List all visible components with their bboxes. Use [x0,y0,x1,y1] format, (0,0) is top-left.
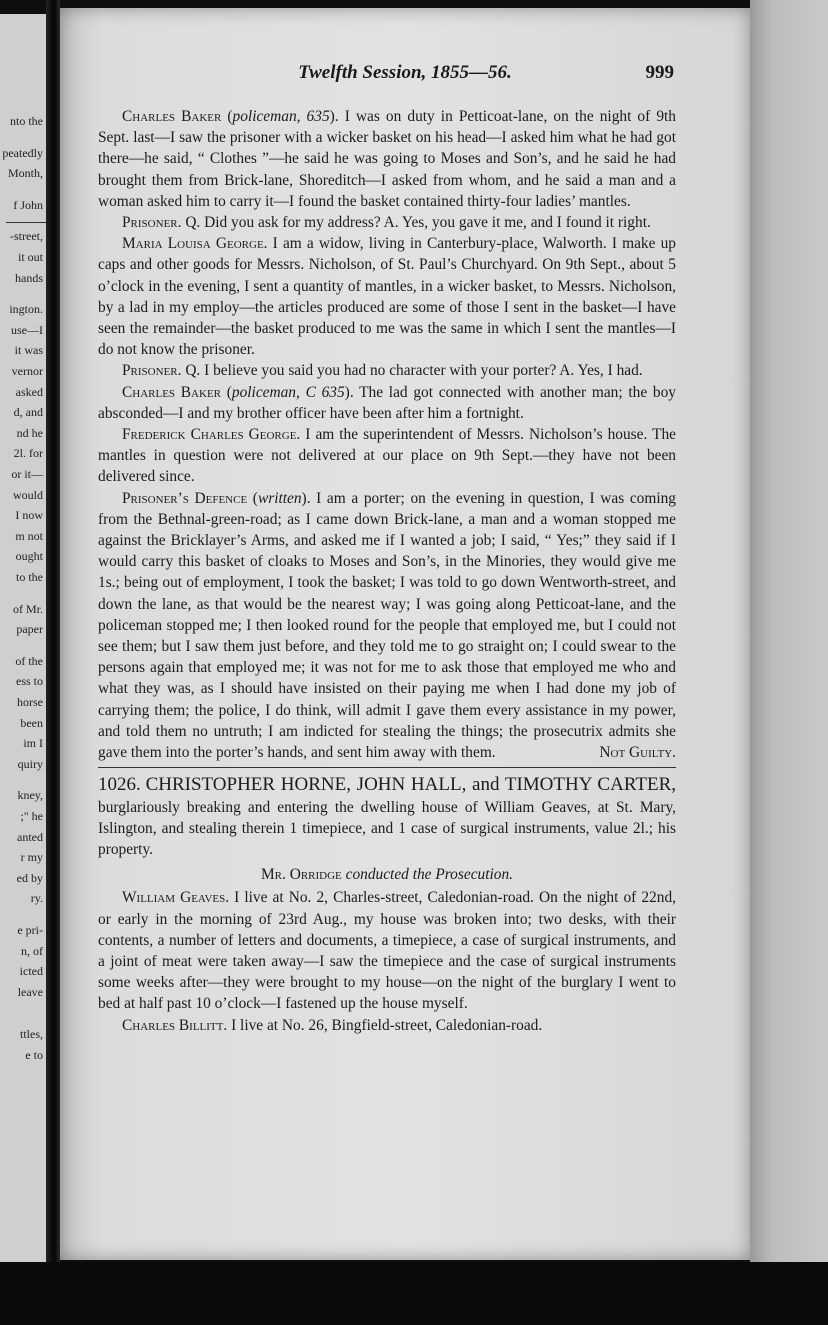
speaker-name: Prisoner. [122,214,182,232]
facing-page-fragment: f John [13,197,43,212]
facing-page-fragment: peatedly [2,145,43,160]
speaker-qualifier: policeman, C 635 [231,383,345,401]
speaker-name: Charles Baker [122,108,222,125]
facing-page-fragment: or it— [11,467,43,481]
speaker-qualifier: written [257,489,302,507]
facing-page-fragment: hands [15,270,43,285]
prosecutor-name: Mr. Orridge [260,866,342,884]
testimony-paragraph: Charles Baker (policeman, 635). I was on duty in Petticoat-lane, on the night of 9th Sept. last—I saw the prisoner with a wicker basket on his head—I asked him what he had got there—he said, “ Clothes ”—he said he was going to Moses and Son’s, and he said he had brought them from Brick-lane, Shoreditch—I asked from whom, and he said a man and a woman asked him to carry it—I found the basket contained thirty-four ladies’ mantles. [98,108,676,210]
facing-page-fragment: I now [15,508,43,523]
facing-page-fragment: would [13,487,43,502]
speaker-name: Prisoner. [122,362,182,380]
facing-page-fragment: anted [17,829,43,844]
facing-page-fragment: nto the [10,114,43,128]
facing-page-fragment: nd he [16,425,43,440]
facing-page-fragment: horse [17,695,43,709]
testimony-text: I live at No. 2, Charles-street, Caledonian-road. On the night of 22nd, or early in the morning of 23rd Aug., my house was broken into; two desks, with their contents, a number of letters and documents, a timepiece, a case of surgical instruments, and a joint of meat were taken away—I saw the timepiece and the case of surgical instruments some weeks after—they were brought to my house—on the night of the burglary I went to bed at half past 10 o’clock—I fastened up the house myself. [98,889,676,1013]
facing-page-fragment: ;" he [20,809,43,823]
facing-page-fragment: -street, [10,229,43,244]
facing-page-fragment: it out [17,250,43,264]
facing-page-fragment: of the [15,653,43,668]
facing-page-fragment: been [20,715,43,730]
facing-page-fragment: m not [15,528,43,543]
facing-page-fragment: d, and [13,405,43,420]
case-heading [98,774,676,860]
book-gutter [46,0,60,1325]
testimony-paragraph [98,1015,676,1036]
facing-page-edge [0,14,52,1262]
facing-page-fragment: n, of [21,943,43,958]
testimony-paragraph: Prisoner’s Defence (written). I am a porter; on the evening in question, I was coming from the Bethnal-green-road; as I came down Brick-lane, a man and a woman stopped me against the Bricklayer’s Arms, and asked me if I wanted a job; I said, “ Yes;” they said if I would carry this basket of cloaks to Moses and Son’s, in the Minories, they would give me 1s.; being out of employment, I took the basket; I was told to go down Wentworth-street, and down the lane, as that would be the nearest way; I was going along Petticoat-lane, and the policeman stopped me; I then looked round for the people that employed me, but I could not see them; but I saw them just before, and they told me to go straight on; I could swear to the persons again that employed me; it was not for me to ask those that employed me who and what they was, as I should have insisted on their paying me when I had done my job of carrying them; the police, I do think, will admit I gave them every assistance in my power, and told them no untruth; I am indicted for stealing the things; the prosecutrix admits she gave them into the porter’s hands, and sent him away with them. Not Guilty. [98,488,676,764]
speaker-name: Charles Baker [122,383,221,401]
speaker-name: Frederick Charles George. [122,426,301,444]
testimony-paragraph [98,424,676,488]
facing-page-fragment: it was [14,343,43,358]
speaker-name: Maria Louisa George. [122,235,268,253]
scan-margin-bottom [0,1262,828,1325]
scan-margin-right [750,0,828,1325]
testimony-paragraph: Charles Baker (policeman, C 635). The lad got connected with another man; the boy absconded—I and my brother officer have been after him a fortnight. [98,383,676,422]
facing-page-fragment: r my [20,850,43,865]
verdict: Not Guilty. [599,744,676,762]
testimony-text: Q. I believe you said you had no character with your porter? A. Yes, I had. [181,362,643,380]
facing-page-fragment: paper [16,622,43,637]
facing-page-fragment: kney, [17,788,43,803]
speaker-qualifier: policeman, 635 [232,108,330,125]
facing-page-fragment: ought [15,549,43,564]
facing-page-fragment: ttles, [20,1027,43,1042]
testimony-text: . The lad got connected with another man; the boy absconded—I and my brother officer have been after him a fortnight. [98,383,676,422]
page-header [60,62,750,92]
facing-page-rule [6,222,46,223]
book-page [60,8,750,1260]
facing-page-fragment: ed by [16,870,43,885]
facing-page-fragment: e pri- [17,923,43,937]
testimony-text: I am the superintendent of Messrs. Nicholson’s house. The mantles in question were not delivered at our place on 9th Sept.—they have not been delivered since. [98,426,676,486]
facing-page-fragment: icted [19,964,43,979]
testimony-text: I live at No. 26, Bingfield-street, Caledonian-road. [227,1016,543,1034]
case-testimony-section [98,887,676,1035]
testimony-text: Q. Did you ask for my address? A. Yes, you gave it me, and I found it right. [181,214,651,232]
facing-page-fragment: ington. [9,302,43,317]
facing-page-fragment: vernor [11,364,43,378]
facing-page-fragment: to the [16,570,43,584]
testimony-text: . I am a porter; on the evening in question, I was coming from the Bethnal-green-road; as I came down Brick-lane, a man and a woman stopped me against the Bricklayer’s Arms, and asked me if I wanted a job; I said, “ Yes;” they said if I would carry this basket of cloaks to Moses and Son’s, in the Minories, they would give me 1s.; being out of employment, I took the basket; I was told to go down Wentworth-street, and down the lane, as that would be the nearest way; I was going along Petticoat-lane, and the policeman stopped me; I then looked round for the people that employed me, but I could not see them; but I saw them just before, and they told me to go straight on; I could swear to the persons again that employed me; it was not for me to ask those that employed me who and what they was, as I should have insisted on their paying me when I had done my job of carrying them; the police, I do think, will admit I gave them every assistance in my power, and told them no untruth; I am indicted for stealing the things; the prosecutrix admits she gave them into the porter’s hands, and sent him away with them. [98,489,676,762]
facing-page-fragment: of Mr. [13,601,43,616]
testimony-paragraph [98,212,676,233]
running-title: Twelfth Session, 1855—56. [298,62,512,83]
prosecution-text: conducted the Prosecution. [341,866,514,884]
facing-page-fragment: e to [25,1048,43,1062]
facing-page-fragment: use—I [11,322,43,337]
testimony-paragraph [98,360,676,381]
speaker-name: William Geaves. [122,889,230,907]
facing-page-fragment: im I [23,736,43,751]
page-text [98,106,676,1036]
facing-page-fragment: Month, [7,166,43,181]
page-number: 999 [645,62,674,83]
speaker-name: Charles Billitt. [122,1016,228,1034]
facing-page-fragment: asked [15,384,43,399]
speaker-name: Prisoner’s Defence [122,489,248,507]
facing-page-fragment: quiry [17,756,43,771]
case-number: 1026. [98,774,141,796]
facing-page-fragment: 2l. for [13,446,43,461]
facing-page-fragment: ess to [16,674,43,689]
case-defendants: CHRISTOPHER HORNE, JOHN HALL, and TIMOTHY CARTER, [145,774,676,796]
testimony-paragraph [98,233,676,360]
case-charge: burglariously breaking and entering the dwelling house of William Geaves, at St. Mary, Islington, and stealing therein 1 timepiece, and 1 case of surgical instruments, value 2l.; his property. [98,798,676,858]
facing-page-fragment: ry. [30,891,43,906]
case-divider [98,767,676,768]
prosecution-line [98,864,676,885]
facing-page-fragment: leave [17,984,43,999]
testimony-paragraph [98,887,676,1014]
testimony-text: I am a widow, living in Canterbury-place, Walworth. I make up caps and other goods for Messrs. Nicholson, of St. Paul’s Churchyard. On 9th Sept., about 5 o’clock in the evening, I sent a quantity of mantles, in a wicker basket, to Messrs. Nicholson, by a lad in my employ—the articles produced are some of those I sent in the basket—I have seen the remainder—the basket produced to me was the same in which I sent the mantles—I do not know the prisoner. [98,235,676,359]
testimony-section [98,106,676,763]
testimony-text: . I was on duty in Petticoat-lane, on the night of 9th Sept. last—I saw the prisoner with a wicker basket on his head—I asked him what he had got there—he said, “ Clothes ”—he said he was going to Moses and Son’s, and he said he had brought them from Brick-lane, Shoreditch—I asked from whom, and he said a man and a woman asked him to carry it—I found the basket contained thirty-four ladies’ mantles. [98,108,676,210]
